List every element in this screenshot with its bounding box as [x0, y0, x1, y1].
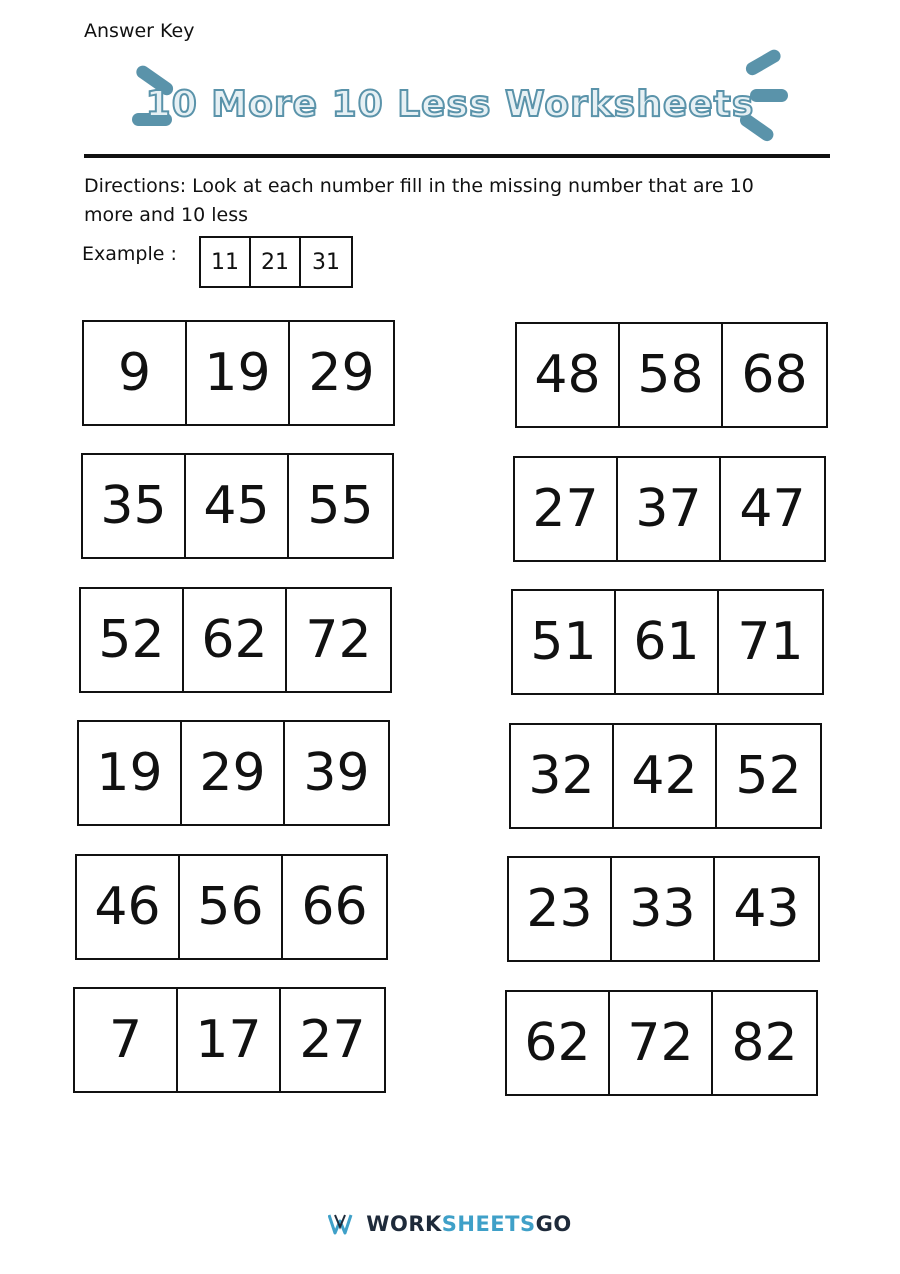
directions-text: Directions: Look at each number fill in the missing number that are 10 more and 10 less — [84, 175, 754, 226]
cell-given: 37 — [618, 458, 721, 560]
cell-ten-less[interactable]: 51 — [513, 591, 616, 693]
example-cell: 11 — [201, 238, 251, 286]
number-row-right-4 — [509, 723, 822, 829]
cell-ten-less[interactable]: 48 — [517, 324, 620, 426]
example-cell: 31 — [312, 249, 340, 275]
number-row-right-2 — [513, 456, 826, 562]
cell-ten-more[interactable]: 68 — [741, 345, 808, 405]
footer-brand-sheets: SHEETS — [441, 1212, 536, 1236]
number-row-right-3 — [511, 589, 824, 695]
cell-ten-less[interactable]: 32 — [511, 725, 614, 827]
cell-ten-less[interactable]: 46 — [77, 856, 180, 958]
cell-given: 61 — [616, 591, 719, 693]
number-row-left-3 — [79, 587, 392, 693]
cell-ten-more[interactable]: 72 — [305, 610, 372, 670]
cell-given: 45 — [186, 455, 289, 557]
cell-given: 29 — [182, 722, 285, 824]
cell-given: 58 — [620, 324, 723, 426]
cell-ten-more[interactable]: 71 — [737, 612, 804, 672]
cell-given: 17 — [178, 989, 281, 1091]
cell-ten-more[interactable]: 52 — [735, 746, 802, 806]
cell-ten-more[interactable]: 39 — [303, 743, 370, 803]
cell-given: 56 — [180, 856, 283, 958]
number-row-left-2 — [81, 453, 394, 559]
cell-ten-more[interactable]: 82 — [731, 1013, 798, 1073]
footer-brand-work: WORK — [366, 1212, 442, 1236]
cell-ten-less[interactable]: 23 — [509, 858, 612, 960]
number-row-left-5 — [75, 854, 388, 960]
cell-ten-more[interactable]: 27 — [299, 1010, 366, 1070]
cell-given: 72 — [610, 992, 713, 1094]
cell-ten-less[interactable]: 27 — [515, 458, 618, 560]
example-label: Example : — [82, 243, 177, 265]
cell-ten-more[interactable]: 55 — [307, 476, 374, 536]
cell-ten-more[interactable]: 66 — [301, 877, 368, 937]
example-cell: 21 — [251, 238, 301, 286]
cell-ten-less[interactable]: 35 — [83, 455, 186, 557]
worksheetsgo-logo-icon — [328, 1213, 358, 1235]
cell-given: 33 — [612, 858, 715, 960]
number-row-left-1 — [82, 320, 395, 426]
number-row-left-6 — [73, 987, 386, 1093]
number-row-right-1 — [515, 322, 828, 428]
cell-ten-less[interactable]: 52 — [81, 589, 184, 691]
number-row-right-6 — [505, 990, 818, 1096]
number-row-right-5 — [507, 856, 820, 962]
title-decoration — [0, 0, 900, 160]
cell-ten-more[interactable]: 43 — [733, 879, 800, 939]
cell-ten-more[interactable]: 47 — [739, 479, 806, 539]
cell-given: 62 — [184, 589, 287, 691]
cell-ten-less[interactable]: 19 — [79, 722, 182, 824]
right-dash-top — [744, 47, 783, 77]
footer-brand-go: GO — [535, 1212, 572, 1236]
example-number-row — [199, 236, 353, 288]
cell-ten-more[interactable]: 29 — [308, 343, 375, 403]
cell-ten-less[interactable]: 62 — [507, 992, 610, 1094]
cell-given: 19 — [187, 322, 290, 424]
cell-ten-less[interactable]: 7 — [75, 989, 178, 1091]
number-row-left-4 — [77, 720, 390, 826]
worksheet-title: 10 More 10 Less Worksheets — [145, 84, 755, 125]
footer-logo — [0, 1212, 900, 1236]
cell-ten-less[interactable]: 9 — [84, 322, 187, 424]
title-divider — [84, 154, 830, 158]
answer-key-label: Answer Key — [84, 20, 195, 42]
cell-given: 42 — [614, 725, 717, 827]
